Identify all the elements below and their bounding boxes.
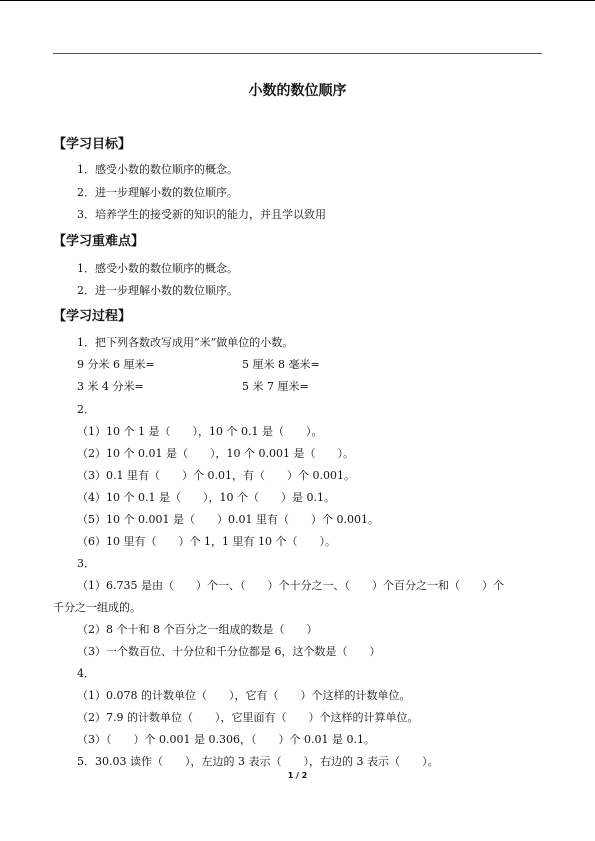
question-2-item: （6）10 里有（ ）个 1，1 里有 10 个（ ）。 [77, 535, 336, 548]
section-heading-key-points: 【学习重难点】 [53, 234, 145, 249]
section-heading-goals: 【学习目标】 [53, 137, 132, 152]
question-1-item: 5 米 7 厘米= [242, 380, 309, 393]
question-3-item-continued: 千分之一组成的。 [53, 601, 141, 614]
page-top-border [0, 0, 595, 1]
question-2-item: （5）10 个 0.001 是（ ）0.01 里有（ ）个 0.001。 [77, 513, 379, 526]
question-1-item: 3 米 4 分米= [77, 380, 144, 393]
question-1-item: 9 分米 6 厘米= [77, 358, 155, 371]
header-rule [53, 53, 542, 54]
section-heading-process: 【学习过程】 [53, 309, 132, 324]
page-title: 小数的数位顺序 [248, 83, 347, 99]
key-point-item: 1．感受小数的数位顺序的概念。 [77, 262, 238, 275]
page-number: 1 / 2 [287, 771, 308, 780]
question-2-item: （4）10 个 0.1 是（ ），10 个（ ）是 0.1。 [77, 491, 335, 504]
goal-item: 1．感受小数的数位顺序的概念。 [77, 163, 238, 176]
goal-item: 2．进一步理解小数的数位顺序。 [77, 186, 238, 199]
question-4-item: （3）（ ）个 0.001 是 0.306，（ ）个 0.01 是 0.1。 [77, 733, 375, 746]
question-3-number: 3． [77, 557, 95, 570]
key-point-item: 2．进一步理解小数的数位顺序。 [77, 284, 238, 297]
question-4-item: （2）7.9 的计数单位（ ），它里面有（ ）个这样的计算单位。 [77, 711, 419, 724]
goal-item: 3．培养学生的接受新的知识的能力，并且学以致用 [77, 208, 326, 221]
question-3-item: （1）6.735 是由（ ）个一、（ ）个十分之一、（ ）个百分之一和（ ）个 [77, 579, 504, 592]
question-1-intro: 1．把下列各数改写成用“米”做单位的小数。 [77, 336, 294, 349]
question-2-item: （2）10 个 0.01 是（ ），10 个 0.001 是（ ）。 [77, 447, 354, 460]
question-2-item: （3）0.1 里有（ ）个 0.01，有（ ）个 0.001。 [77, 469, 355, 482]
question-2-item: （1）10 个 1 是（ ），10 个 0.1 是（ ）。 [77, 425, 323, 438]
question-2-number: 2． [77, 403, 95, 416]
question-3-item: （2）8 个十和 8 个百分之一组成的数是（ ） [77, 623, 318, 636]
question-5: 5．30.03 读作（ ），左边的 3 表示（ ），右边的 3 表示（ ）。 [77, 755, 439, 768]
question-4-item: （1）0.078 的计数单位（ ），它有（ ）个这样的计数单位。 [77, 689, 411, 702]
question-1-item: 5 厘米 8 毫米= [242, 358, 320, 371]
question-3-item: （3）一个数百位、十分位和千分位都是 6，这个数是（ ） [77, 645, 381, 658]
question-4-number: 4． [77, 667, 95, 680]
